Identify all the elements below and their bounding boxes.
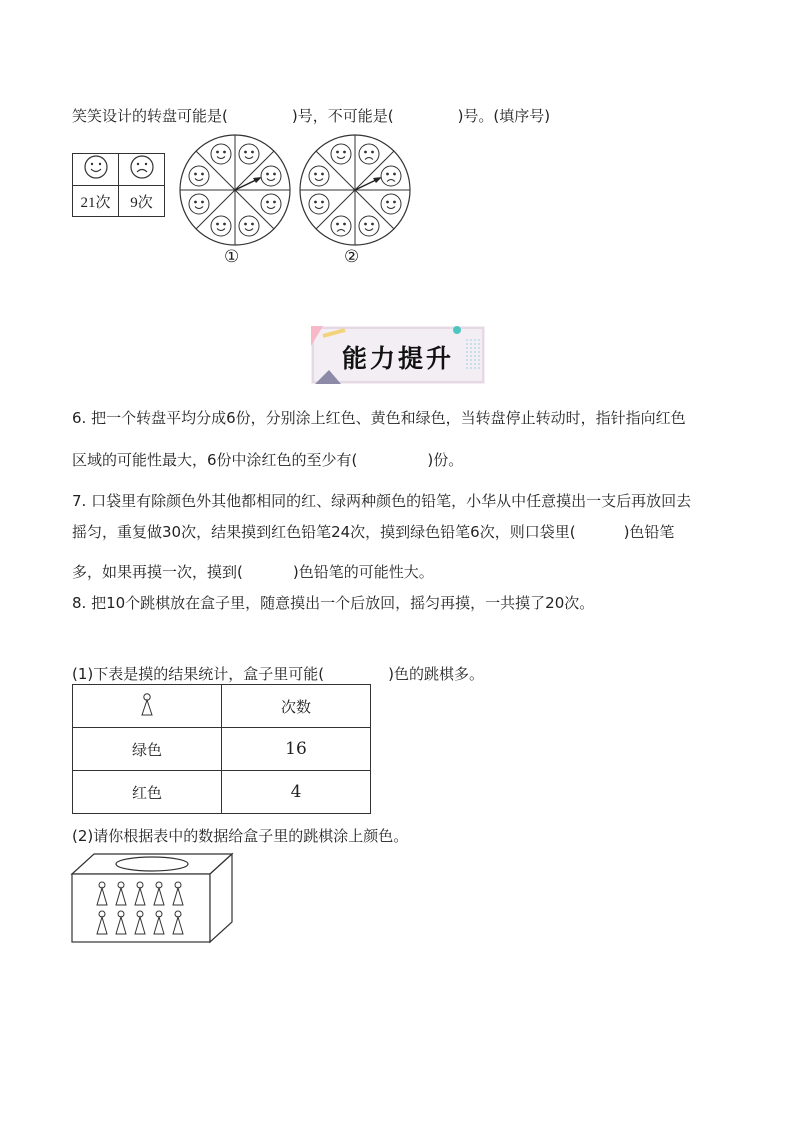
section-banner	[311, 326, 485, 384]
happy-face-icon	[73, 154, 119, 186]
spin-result-table	[72, 153, 165, 217]
q7-line3: 多，如果再摸一次，摸到( )色铅笔的可能性大。	[72, 563, 434, 581]
spinner-1	[178, 133, 292, 247]
row-color: 红色	[73, 771, 222, 814]
checker-piece-icon	[73, 685, 222, 728]
q5-question: 笑笑设计的转盘可能是( )号，不可能是( )号。(填序号)	[72, 107, 551, 125]
row-count: 16	[222, 728, 371, 771]
draw-stats-table	[72, 684, 371, 814]
q8-line1: 8. 把10个跳棋放在盒子里，随意摸出一个后放回，摇匀再摸，一共摸了20次。	[72, 594, 595, 612]
q6-line1: 6. 把一个转盘平均分成6份，分别涂上红色、黄色和绿色，当转盘停止转动时，指针指向红色	[72, 409, 686, 427]
spinner-1-label: ①	[224, 247, 240, 267]
spinner-2	[298, 133, 412, 247]
happy-count: 21次	[73, 186, 119, 217]
sad-face-icon	[119, 154, 165, 186]
banner-title: 能力提升	[341, 344, 454, 373]
header-count: 次数	[222, 685, 371, 728]
q7-line1: 7. 口袋里有除颜色外其他都相同的红、绿两种颜色的铅笔，小华从中任意摸出一支后再放回去	[72, 492, 692, 510]
q8-sub1: (1)下表是摸的结果统计，盒子里可能( )色的跳棋多。	[72, 665, 484, 683]
sad-count: 9次	[119, 186, 165, 217]
checker-box-icon	[70, 852, 234, 946]
q8-sub2: (2)请你根据表中的数据给盒子里的跳棋涂上颜色。	[72, 827, 409, 845]
q7-line2: 摇匀，重复做30次，结果摸到红色铅笔24次，摸到绿色铅笔6次，则口袋里( )色铅笔	[72, 523, 675, 541]
row-count: 4	[222, 771, 371, 814]
row-color: 绿色	[73, 728, 222, 771]
q6-line2: 区域的可能性最大，6份中涂红色的至少有( )份。	[72, 451, 464, 469]
spinner-2-label: ②	[344, 247, 360, 267]
